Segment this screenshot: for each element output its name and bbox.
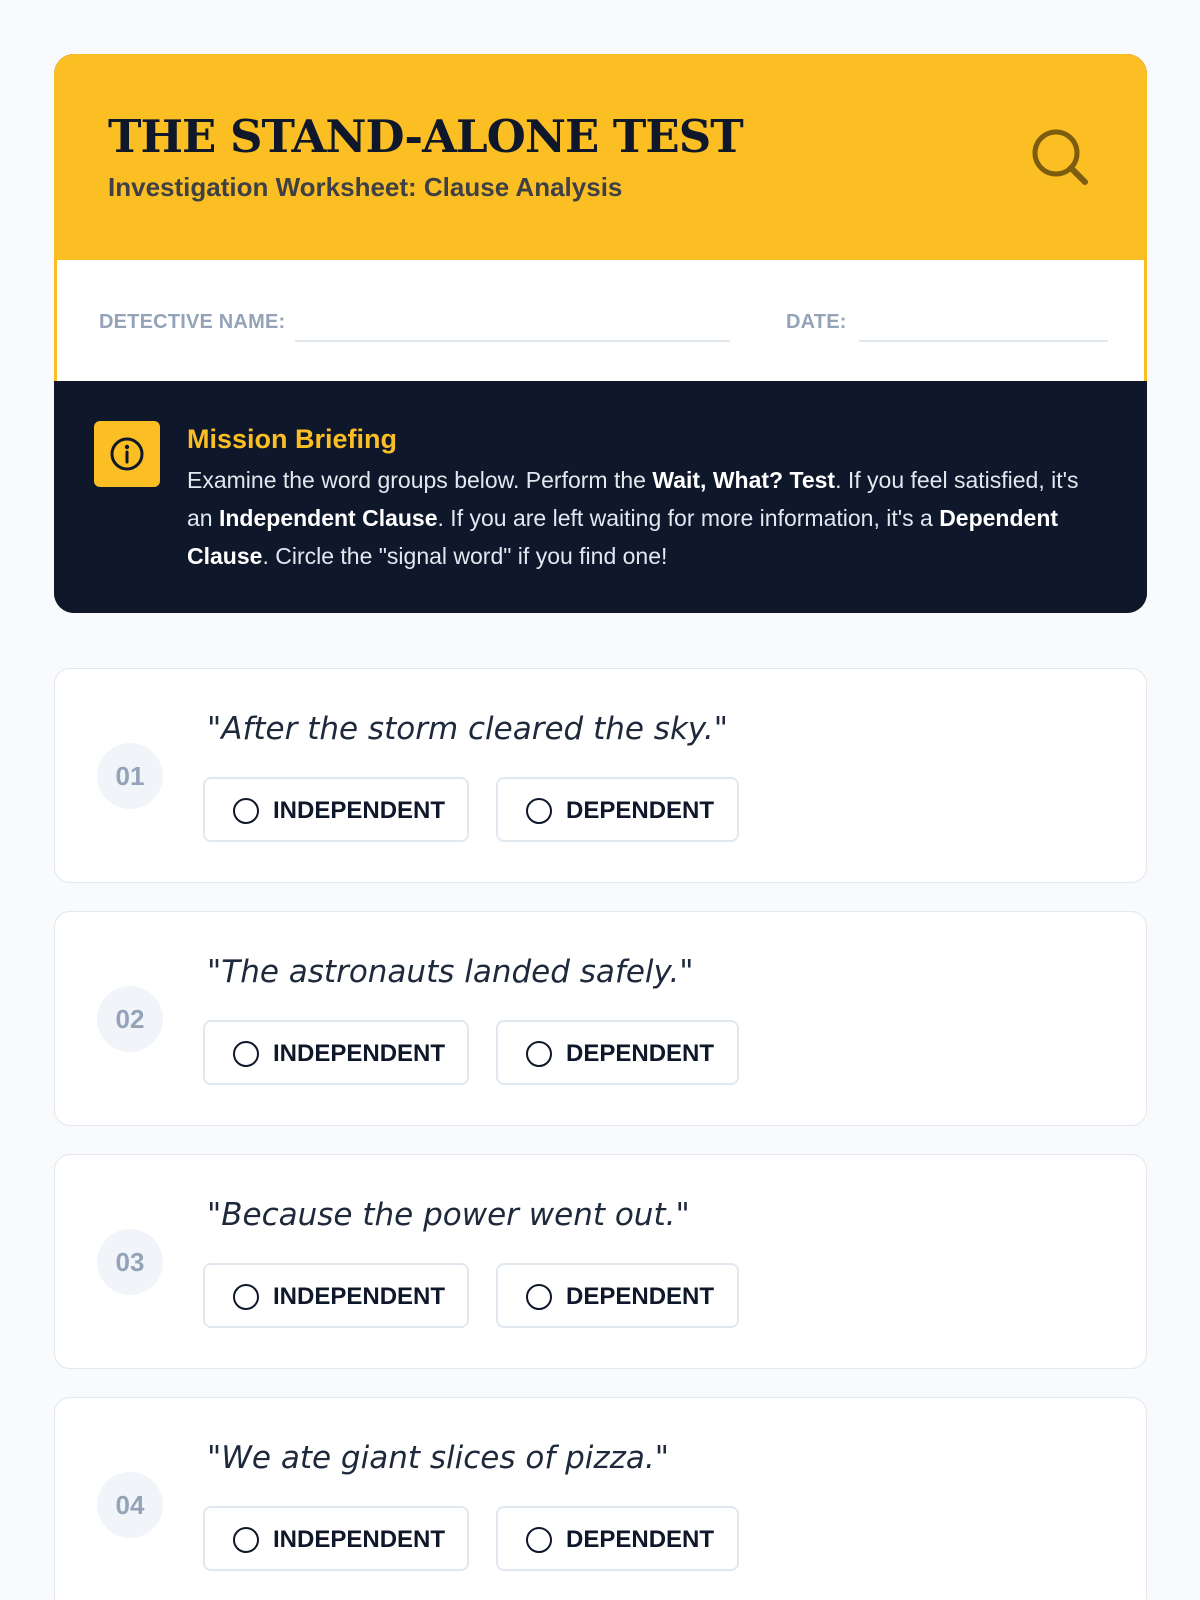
info-icon: [108, 435, 146, 473]
radio-icon[interactable]: [233, 1284, 259, 1310]
question-number: 04: [97, 1472, 163, 1538]
option-label: INDEPENDENT: [273, 797, 446, 824]
question-text: "After the storm cleared the sky.": [207, 711, 728, 747]
question-text: "Because the power went out.": [207, 1197, 690, 1233]
date-label: DATE:: [786, 311, 847, 333]
briefing-text-part: . Circle the "signal word" if you find one!: [262, 543, 668, 569]
radio-icon[interactable]: [233, 798, 259, 824]
option-label: INDEPENDENT: [273, 1526, 446, 1553]
radio-icon[interactable]: [526, 1284, 552, 1310]
briefing-emphasis: Dependent Clause: [187, 505, 1059, 569]
page-subtitle: Investigation Worksheet: Clause Analysis: [108, 172, 623, 202]
detective-name-label: DETECTIVE NAME:: [99, 311, 286, 333]
question-card: [54, 1397, 1147, 1600]
briefing-text-part: . If you feel satisfied, it's an: [187, 467, 1079, 531]
radio-icon[interactable]: [526, 798, 552, 824]
question-card: [54, 1154, 1147, 1369]
briefing-text-part: . If you are left waiting for more information, it's a: [437, 505, 940, 531]
briefing-title: Mission Briefing: [187, 424, 398, 454]
dependent-option[interactable]: [496, 1020, 739, 1085]
worksheet-header-card: [54, 54, 1147, 613]
option-label: DEPENDENT: [566, 1283, 715, 1310]
briefing-emphasis: Independent Clause: [218, 505, 438, 531]
header-banner: [54, 54, 1147, 260]
question-number: 03: [97, 1229, 163, 1295]
date-field[interactable]: [859, 340, 1108, 342]
independent-option[interactable]: [203, 1506, 469, 1571]
option-label: DEPENDENT: [566, 797, 715, 824]
info-icon-box: [94, 421, 160, 487]
question-number: 01: [97, 743, 163, 809]
mission-briefing: [54, 381, 1147, 613]
dependent-option[interactable]: [496, 1506, 739, 1571]
independent-option[interactable]: [203, 1263, 469, 1328]
dependent-option[interactable]: [496, 1263, 739, 1328]
question-text: "We ate giant slices of pizza.": [207, 1440, 670, 1476]
radio-icon[interactable]: [233, 1527, 259, 1553]
briefing-text: [187, 461, 1097, 575]
option-label: DEPENDENT: [566, 1526, 715, 1553]
briefing-emphasis: Wait, What? Test: [652, 467, 836, 493]
independent-option[interactable]: [203, 777, 469, 842]
option-label: INDEPENDENT: [273, 1283, 446, 1310]
radio-icon[interactable]: [526, 1041, 552, 1067]
option-label: INDEPENDENT: [273, 1040, 446, 1067]
question-text: "The astronauts landed safely.": [207, 954, 694, 990]
radio-icon[interactable]: [233, 1041, 259, 1067]
option-label: DEPENDENT: [566, 1040, 715, 1067]
question-number: 02: [97, 986, 163, 1052]
briefing-text-part: Examine the word groups below. Perform the: [187, 467, 653, 493]
question-card: [54, 668, 1147, 883]
search-icon: [1029, 126, 1091, 188]
independent-option[interactable]: [203, 1020, 469, 1085]
radio-icon[interactable]: [526, 1527, 552, 1553]
page-title: THE STAND-ALONE TEST: [108, 110, 743, 163]
question-card: [54, 911, 1147, 1126]
dependent-option[interactable]: [496, 777, 739, 842]
detective-name-field[interactable]: [295, 340, 730, 342]
